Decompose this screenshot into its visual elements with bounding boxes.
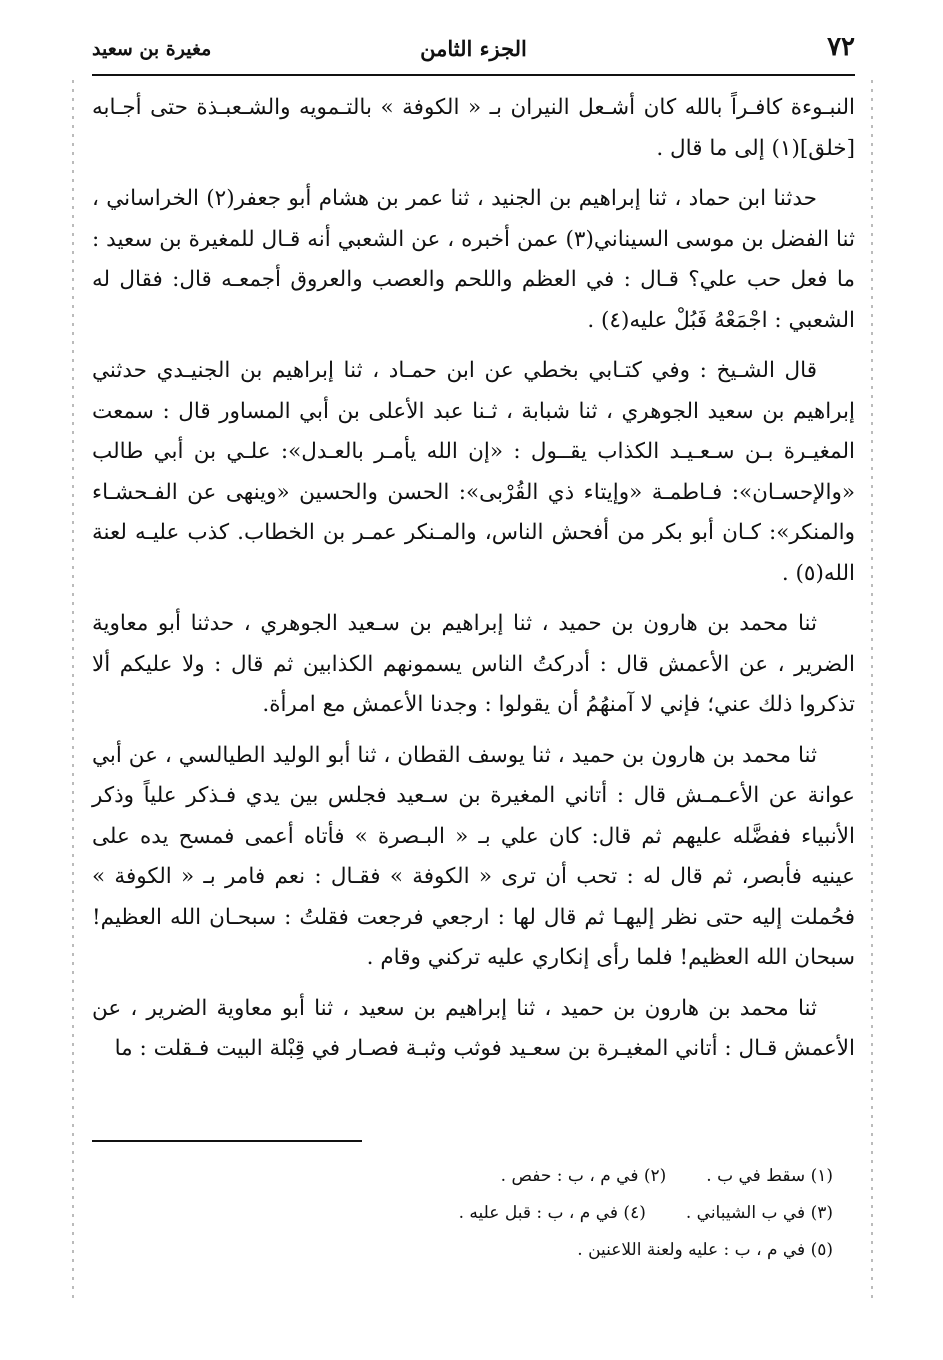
right-margin-marks	[871, 80, 873, 1300]
left-margin-marks	[72, 80, 74, 1300]
main-text	[92, 88, 855, 1080]
footnotes	[200, 1158, 833, 1269]
part-title: الجزء الثامن	[420, 36, 527, 61]
footnote-row	[200, 1158, 833, 1195]
page-number: ٧٢	[827, 32, 855, 62]
paragraph: قال الشـيخ : وفي كتـابي بخطي عن ابن حمـاد ، ثنا إبراهيم بن الجنيـدي حدثني إبراهيم بن سعيد الجوهري ، ثنا شبابة ، ثـنا عبد الأعلى بن أبي المساور قال : سمعت المغيـرة بـن سـعـيـد الكذاب يقــول : «إن الله يأمـر بالعـدل»: علـي بن أبي طالب «والإحسـان»: فـاطمـة «وإيتاء ذي القُرْبى»: الحسن والحسين «وينهى عن الفـحشـاء والمنكر»: كـان أبو بكر من أفحش الناس، والمـنكر عمـر بن الخطاب. كذب عليـه لعنة الله(٥) .	[92, 358, 855, 586]
paragraph: ثنا محمد بن هارون بن حميد ، ثنا يوسف القطان ، ثنا أبو الوليد الطيالسي ، عن أبي عوانة عن الأعـمـش قال : أتاني المغيرة بن سـعيد فجلس بين يدي فـذكر علياً وذكر الأنبياء ففضَّله عليهم ثم قال: كان علي بـ « البـصرة » فأتاه أعمى فمسح يده على عينيه فأبصر، ثم قال له : تحب أن ترى « الكوفة » فقـال : نعم فامر بـ « الكوفة » فحُملت إليه حتى نظر إليهـا ثم قال لها : ارجعي فرجعت فقلتُ : سبحـان الله العظيم! سبحان الله العظيم! فلما رأى إنكاري عليه تركني وقام .	[92, 742, 855, 970]
paragraph: ثنا محمد بن هارون بن حميد ، ثنا إبراهيم بن سـعيد الجوهري ، حدثنا أبو معاوية الضرير ، عن الأعمش قال : أدركتُ الناس يسمونهم الكذابين ثم قال : ولا عليكم ألا تذكروا ذلك عني؛ فإني لا آمنهُمُ أن يقولوا : وجدنا الأعمش مع امرأة.	[92, 611, 855, 717]
footnote-rule	[92, 1140, 362, 1142]
page-header	[92, 30, 855, 72]
footnote: (٤) في م ، ب : قبل عليه .	[458, 1203, 646, 1223]
paragraph: النبـوءة كافـراً بالله كان أشـعل النيران بـ « الكوفة » بالتـمويه والشـعبـذة حتى أجـابه [خلق](١) إلى ما قال .	[92, 95, 855, 161]
running-title: مغيرة بن سعيد	[92, 38, 212, 60]
footnote: (٥) في م ، ب : عليه ولعنة اللاعنين .	[577, 1240, 833, 1260]
header-rule	[92, 74, 855, 76]
footnote-row	[200, 1232, 833, 1269]
paragraph: حدثنا ابن حماد ، ثنا إبراهيم بن الجنيد ، ثنا عمر بن هشام أبو جعفر(٢) الخراساني ، ثنا الفضل بن موسى السيناني(٣) عمن أخبره ، عن الشعبي أنه قـال للمغيرة بن سعيد : ما فعل حب علي؟ قـال : في العظم واللحم والعصب والعروق أجمعـه قال: فقال له الشعبي : اجْمَعْهُ فَبُلْ عليه(٤) .	[92, 186, 855, 333]
footnote: (١) سقط في ب .	[706, 1166, 833, 1186]
footnote: (٢) في م ، ب : حفص .	[500, 1166, 667, 1186]
footnote: (٣) في ب الشيباني .	[685, 1203, 833, 1223]
paragraph: ثنا محمد بن هارون بن حميد ، ثنا إبراهيم بن سعيد ، ثنا أبو معاوية الضرير ، عن الأعمش قـال : أتاني المغيـرة بن سعـيد فوثب وثبـة فصـار في قِبْلة البيت فـقلت : ما	[92, 995, 855, 1061]
footnote-row	[200, 1195, 833, 1232]
